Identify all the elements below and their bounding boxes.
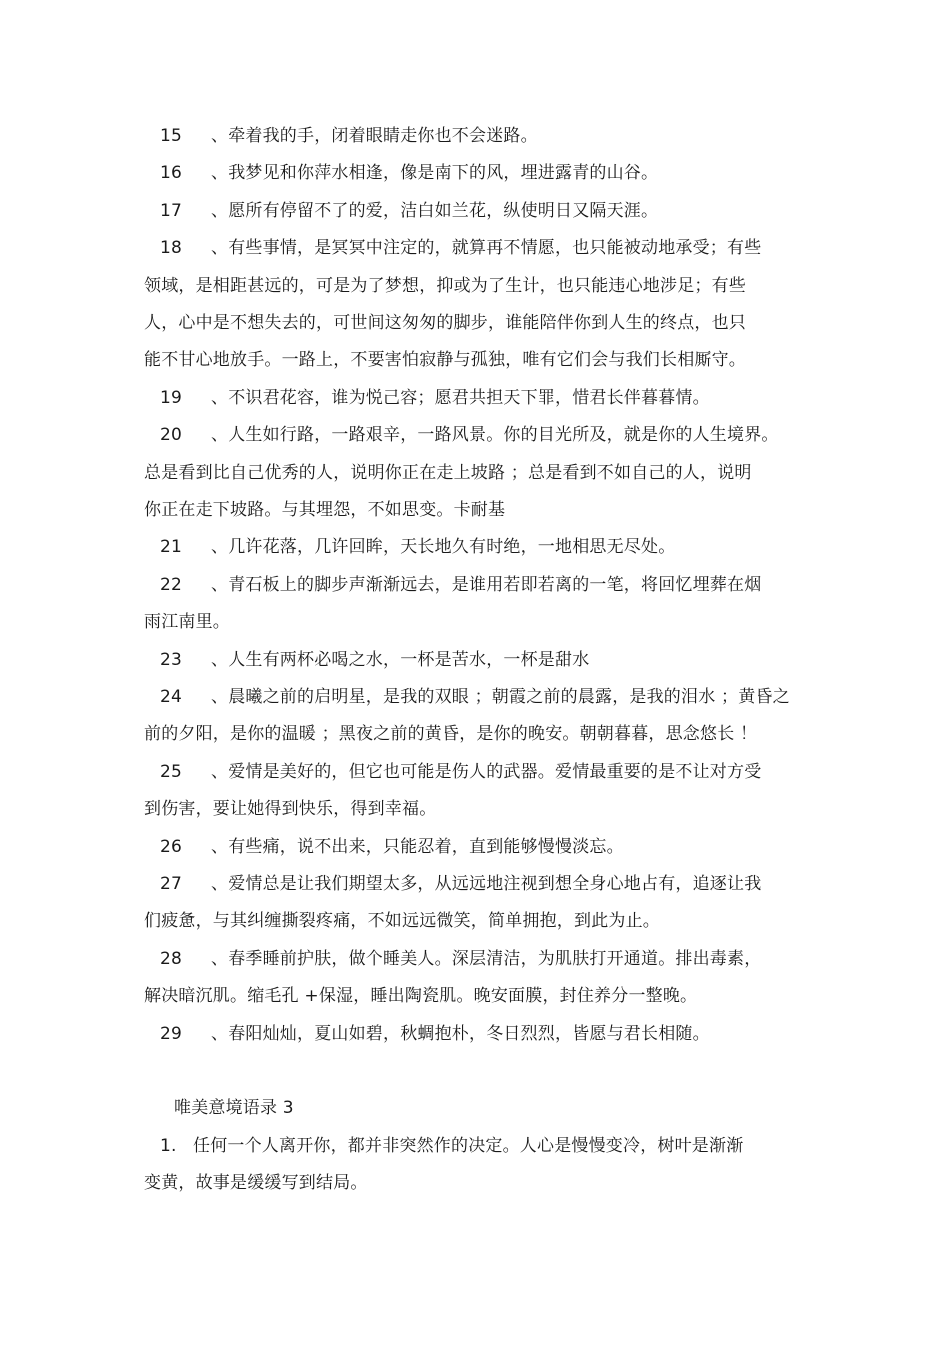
item-number: 23 (160, 650, 183, 670)
item-text: 、牵着我的手，闭着眼睛走你也不会迷路。 (211, 126, 538, 146)
item-continuation: 你正在走下坡路。与其埋怨，不如思变。卡耐基 (144, 500, 506, 520)
item-text: 、爱情总是让我们期望太多，从远远地注视到想全身心地占有，追逐让我 (211, 874, 762, 894)
list-item (160, 387, 710, 409)
section-heading: 唯美意境语录 3 (174, 1098, 294, 1118)
item-number: 1. (160, 1136, 177, 1156)
list-item (160, 761, 761, 783)
list-item (160, 424, 779, 446)
item-number: 25 (160, 762, 183, 782)
item-continuation: 前的夕阳，是你的温暖 ；黑夜之前的黄昏，是你的晚安。朝朝暮暮，思念悠长 ！ (144, 724, 758, 744)
item-text: 、有些事情，是冥冥中注定的，就算再不情愿，也只能被动地承受；有些 (211, 238, 762, 258)
item-number: 28 (160, 949, 183, 969)
item-continuation: 人，心中是不想失去的，可世间这匆匆的脚步，谁能陪伴你到人生的终点，也只 (144, 313, 746, 333)
item-text: 、我梦见和你萍水相逢，像是南下的风，埋进露青的山谷。 (211, 163, 659, 183)
item-text: 、人生如行路，一路艰辛，一路风景。你的目光所及，就是你的人生境界。 (211, 425, 779, 445)
item-continuation: 们疲惫，与其纠缠撕裂疼痛，不如远远微笑，简单拥抱，到此为止。 (144, 911, 660, 931)
item-continuation: 雨江南里。 (144, 612, 230, 632)
item-number: 16 (160, 163, 183, 183)
item-number: 19 (160, 388, 183, 408)
list-item (160, 200, 658, 222)
list-item (160, 162, 658, 184)
list-item (160, 1023, 710, 1045)
item-number: 27 (160, 874, 183, 894)
item-number: 22 (160, 575, 183, 595)
item-text: 、春季睡前护肤，做个睡美人。深层清洁，为肌肤打开通道。排出毒素， (211, 949, 762, 969)
list-item (160, 948, 761, 970)
list-item (160, 649, 589, 671)
list-item (160, 1135, 743, 1157)
item-text: 、不识君花容，谁为悦己容；愿君共担天下罪，惜君长伴暮暮情。 (211, 388, 710, 408)
list-item (160, 873, 761, 895)
list-item (160, 237, 761, 259)
list-item (160, 836, 624, 858)
item-continuation: 领域，是相距甚远的，可是为了梦想，抑或为了生计，也只能违心地涉足；有些 (144, 276, 746, 296)
item-text: 、愿所有停留不了的爱，洁白如兰花，纵使明日又隔天涯。 (211, 201, 659, 221)
item-text: 、几许花落，几许回眸，天长地久有时绝，一地相思无尽处。 (211, 537, 676, 557)
item-continuation: 总是看到比自己优秀的人，说明你正在走上坡路 ；总是看到不如自己的人，说明 (144, 463, 752, 483)
item-text: 、人生有两杯必喝之水，一杯是苦水，一杯是甜水 (211, 650, 590, 670)
item-text: 、青石板上的脚步声渐渐远去，是谁用若即若离的一笔，将回忆埋葬在烟 (211, 575, 762, 595)
item-text: 、爱情是美好的，但它也可能是伤人的武器。爱情最重要的是不让对方受 (211, 762, 762, 782)
item-continuation: 解决暗沉肌。缩毛孔 +保湿，睡出陶瓷肌。晚安面膜，封住养分一整晚。 (144, 986, 698, 1006)
list-item (160, 536, 675, 558)
item-text: 、晨曦之前的启明星，是我的双眼 ；朝霞之前的晨露，是我的泪水 ；黄昏之 (211, 687, 790, 707)
item-text: 任何一个人离开你，都并非突然作的决定。人心是慢慢变冷，树叶是渐渐 (193, 1136, 744, 1156)
item-continuation: 能不甘心地放手。一路上，不要害怕寂静与孤独，唯有它们会与我们长相厮守。 (144, 350, 746, 370)
item-number: 15 (160, 126, 183, 146)
item-number: 17 (160, 201, 183, 221)
item-number: 18 (160, 238, 183, 258)
list-item (160, 125, 538, 147)
item-number: 26 (160, 837, 183, 857)
list-item (160, 686, 790, 708)
item-continuation: 变黄，故事是缓缓写到结局。 (144, 1173, 368, 1193)
item-text: 、有些痛，说不出来，只能忍着，直到能够慢慢淡忘。 (211, 837, 624, 857)
item-number: 24 (160, 687, 183, 707)
list-item (160, 574, 761, 596)
item-text: 、春阳灿灿，夏山如碧，秋蜩抱朴，冬日烈烈，皆愿与君长相随。 (211, 1024, 710, 1044)
item-number: 21 (160, 537, 183, 557)
item-number: 20 (160, 425, 183, 445)
item-number: 29 (160, 1024, 183, 1044)
item-continuation: 到伤害，要让她得到快乐，得到幸福。 (144, 799, 437, 819)
